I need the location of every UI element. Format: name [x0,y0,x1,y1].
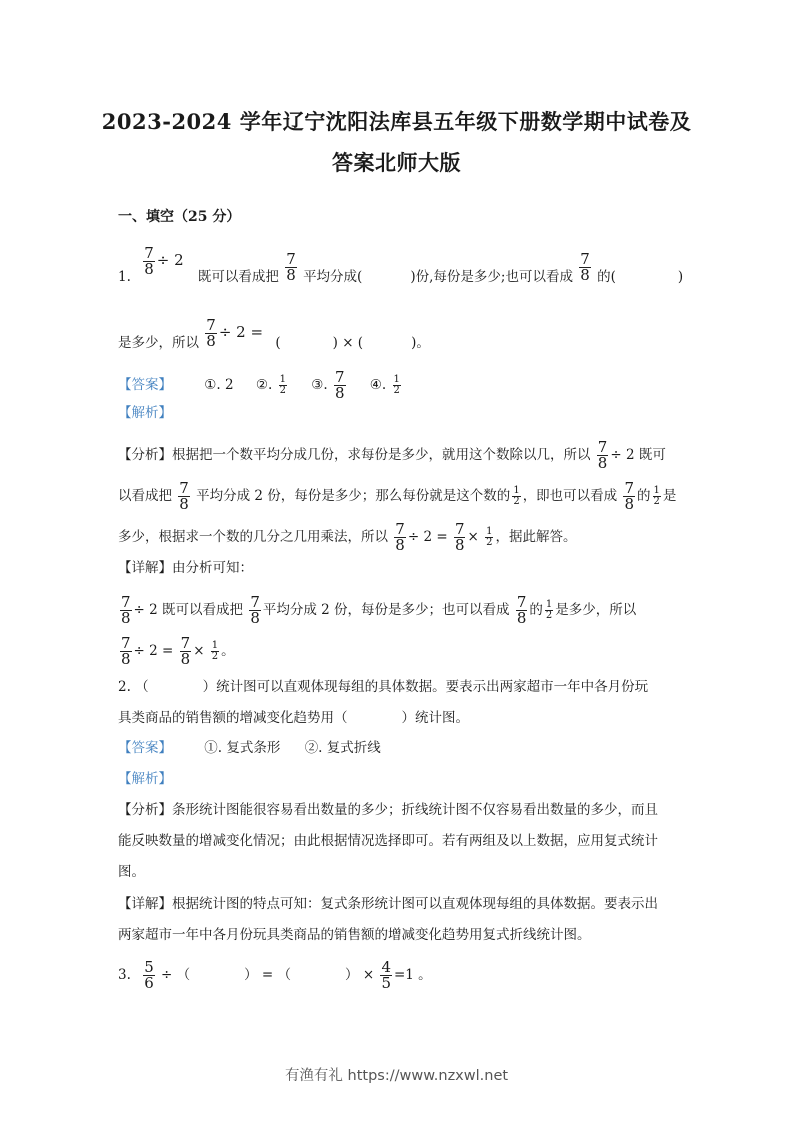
q1-xiangjie-line1: $\frac{7}{8}$ ÷ 2 既可以看成把 $\frac{7}{8}$ 平均分成 2 份，每份是多少；也可以看成 $\frac{7}{8}$ 的 $\frac{1}{2}$ 是多少，所以 [121,593,637,627]
q1-number: 1. [118,269,131,285]
q1-xiangjie-line0: 【详解】由分析可知： [118,560,253,576]
q1-answer: 【答案】 ①. 2 ②. $\frac{1}{2}$ ③. $\frac{7}{8}$ ④. $\frac{1}{2}$ [118,368,400,402]
q1-expr: $\frac{7}{8}$ ÷ 2 [144,244,184,278]
answer-tag: 【答案】 [118,377,172,393]
q2-fenxi-line1: 【分析】条形统计图能很容易看出数量的多少；折线统计图不仅容易看出数量的多少，而且 [118,802,658,818]
q1-fenxi-line3: 多少，根据求一个数的几分之几用乘法，所以 $\frac{7}{8}$ ÷ 2 = $\frac{7}{8}$ × $\frac{1}{2}$ ，据此解答。 [118,520,577,554]
q1-expr2: $\frac{7}{8}$ ÷ 2 = [206,316,264,350]
section-heading-fill-blank: 一、填空（25 分） [118,209,241,225]
q2-line2: 具类商品的销售额的增减变化趋势用（ ）统计图。 [118,710,469,726]
q2-analysis-tag: 【解析】 [118,771,172,787]
document-title-line1: 2023-2024 学年辽宁沈阳法库县五年级下册数学期中试卷及 [101,109,692,134]
document-title-line2: 答案北师大版 [332,150,461,175]
q3-line: 3. $\frac{5}{6}$ ÷ （ ） = （ ） × $\frac{4}{5}$ =1 。 [118,958,432,992]
fraction-7-8: $\frac{7}{8}$ [144,244,154,278]
fraction-1-2: $\frac{1}{2}$ [279,374,286,396]
q2-xiangjie-line2: 两家超市一年中各月份玩具类商品的销售额的增减变化趋势用复式折线统计图。 [118,927,591,943]
fraction-1-2: $\frac{1}{2}$ [393,374,400,396]
q1-text: 既可以看成把 [197,269,279,285]
q1-analysis-tag: 【解析】 [118,405,172,421]
q1-fenxi-line2: 以看成把 $\frac{7}{8}$ 平均分成 2 份，每份是多少；那么每份就是这个数的 $\frac{1}{2}$ ，即也可以看成 $\frac{7}{8}$ 的 $\frac{1}{2}$ 是 [118,479,677,513]
q2-line1: 2. （ ）统计图可以直观体现每组的具体数据。要表示出两家超市一年中各月份玩 [118,679,649,695]
fraction-7-8: $\frac{7}{8}$ [286,250,296,284]
q1-line2: 是多少，所以 $\frac{7}{8}$ ÷ 2 = ( ) × ( )。 [118,316,430,351]
fraction-7-8: $\frac{7}{8}$ [580,250,590,284]
q1-xiangjie-line2: $\frac{7}{8}$ ÷ 2 = $\frac{7}{8}$ × $\frac{1}{2}$ 。 [121,634,235,668]
q2-answer: 【答案】 ①. 复式条形 ②. 复式折线 [118,740,381,756]
q1-fenxi-line1: 【分析】根据把一个数平均分成几份，求每份是多少，就用这个数除以几，所以 $\frac{7}{8}$ ÷ 2 既可 [118,438,666,472]
q1-line1: 1. $\frac{7}{8}$ ÷ 2 既可以看成把 $\frac{7}{8}$ 平均分成( )份,每份是多少;也可以看成 $\frac{7}{8}$ 的( ) [118,244,684,285]
q2-fenxi-line2: 能反映数量的增减变化情况；由此根据情况选择即可。若有两组及以上数据，应用复式统计 [118,833,658,849]
q2-xiangjie-line1: 【详解】根据统计图的特点可知：复式条形统计图可以直观体现每组的具体数据。要表示出 [118,896,658,912]
fraction-7-8: $\frac{7}{8}$ [334,368,345,402]
q2-fenxi-line3: 图。 [118,864,145,880]
footer-watermark: 有渔有礼 https://www.nzxwl.net [284,1068,509,1084]
answer-tag: 【答案】 [118,740,172,756]
